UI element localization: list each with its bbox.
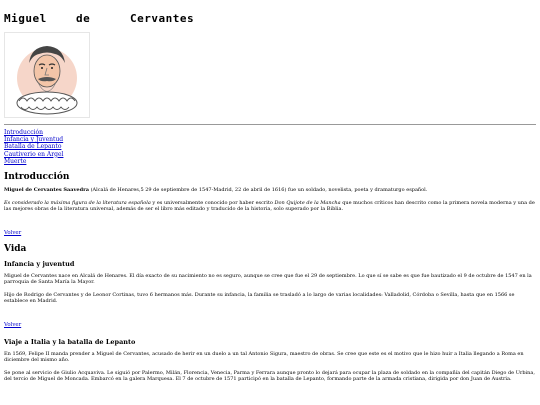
- title-word: Miguel: [4, 12, 47, 25]
- toc-link-infancia[interactable]: Infancia y Juventud: [4, 136, 64, 144]
- toc-link-muerte[interactable]: Muerte: [4, 157, 27, 165]
- section-heading: Vida: [4, 243, 27, 254]
- paragraph-text: (Alcalá de Henares,5 29 de septiembre de 1547-Madrid, 22 de abril de 1616) fue un soldado, novelista, poeta y dramaturgo español.: [88, 187, 428, 194]
- table-of-contents: [4, 129, 536, 165]
- section-vida: [4, 244, 536, 383]
- subsection-heading: Infancia y juventud: [4, 259, 75, 268]
- toc-link-lepanto[interactable]: Batalla de Lepanto: [4, 143, 62, 151]
- paragraph-text: y es universalmente conocido por haber escrito: [150, 199, 275, 206]
- toc-link-introduccion[interactable]: Introducción: [4, 129, 43, 136]
- page-title: [4, 0, 536, 30]
- divider: [4, 124, 536, 125]
- intro-paragraph: [4, 187, 536, 194]
- section-introduccion: [4, 172, 536, 240]
- section-heading: Introducción: [4, 172, 70, 183]
- bold-name: Miguel de Cervantes Saavedra: [4, 187, 89, 194]
- italic-book-title: Don Quijote de la Mancha: [274, 199, 341, 206]
- title-word: de: [76, 12, 91, 25]
- paragraph: Hijo de Rodrigo de Cervantes y de Leonor Cortinas, tuvo 6 hermanos más. Durante su infancia, la familia se trasladó a lo largo de varias localidades: Valladolid, Córdoba o Sevilla, hasta que en 1566 se establece en Madrid.: [4, 291, 515, 305]
- paragraph: En 1569, Felipe II manda prender a Miguel de Cervantes, acusado de herir en un duelo a un tal Antonio Sigura, maestro de obras. Se cree que este es el motivo que le hizo huir a Italia llegando a Roma en diciembre del mismo año.: [4, 350, 524, 364]
- cervantes-portrait-icon: [4, 32, 90, 118]
- back-link[interactable]: Volver: [4, 229, 22, 236]
- paragraph: Se pone al servicio de Giulio Acquaviva. Le siguió por Palermo, Milán, Florencia, Venecia, Parma y Ferrara aunque pronto lo dejará para ocupar la plaza de soldado en la compañía del capitán Diego de Urbina, del tercio de Miguel de Moncada. Embarcó en la galera Marquesa. El 7 de octubre de 1571 participó en la batalla de Lepanto, formando parte de la armada cristiana, dirigida por don Juan de Austria.: [4, 369, 535, 383]
- italic-text: Es considerado la máxima figura de la literatura española: [4, 199, 151, 206]
- title-word: Cervantes: [130, 12, 195, 25]
- subsection-heading: Viaje a Italia y la batalla de Lepanto: [4, 337, 136, 346]
- paragraph-text: que muchos críticos han descrito como la primera novela moderna y una de las mejores obras de la literatura universal, además de ser el libro más editado y traducido de la historia, solo superado por la Biblia.: [4, 199, 535, 213]
- toc-link-cautiverio[interactable]: Cautiverio en Argel: [4, 150, 64, 158]
- paragraph: Miguel de Cervantes nace en Alcalá de Henares. El día exacto de su nacimiento no es seguro, aunque se cree que fue el 29 de septiembre. Lo que sí se sabe es que fue bautizado el 9 de octubre de 1547 en la parroquia de Santa María la Mayor.: [4, 272, 532, 286]
- intro-paragraph: [4, 200, 536, 213]
- back-link[interactable]: Volver: [4, 321, 22, 328]
